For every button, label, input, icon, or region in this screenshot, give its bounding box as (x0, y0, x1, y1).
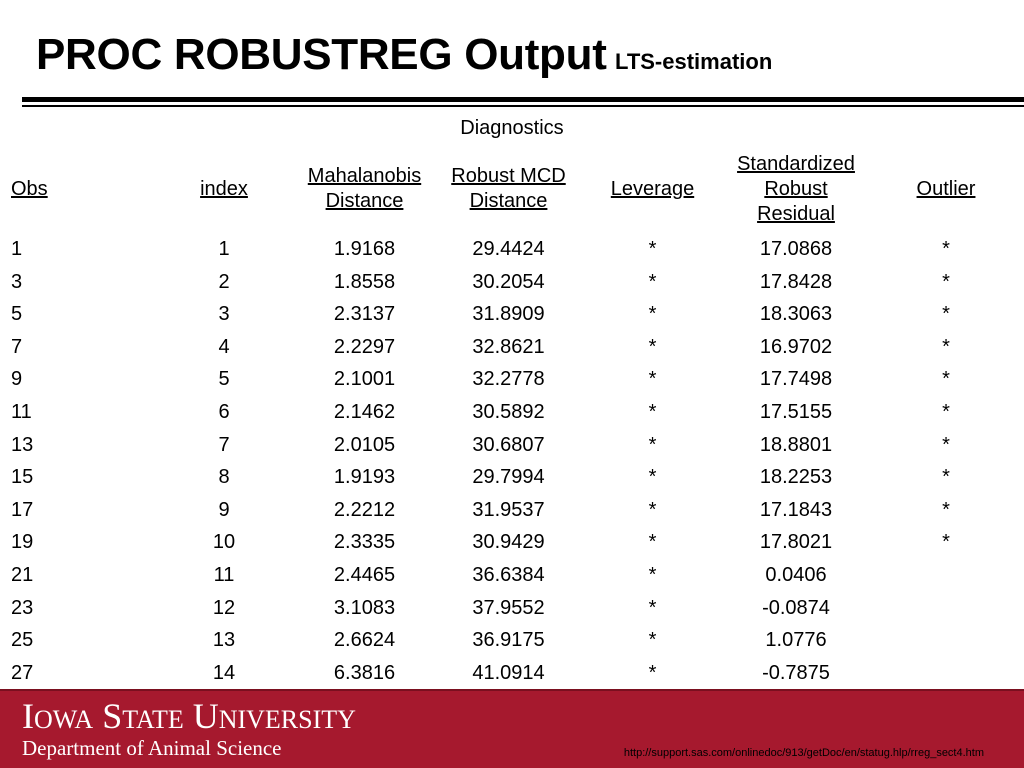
table-row (0, 266, 1024, 299)
slide-title (36, 30, 772, 80)
cell-robust-mcd-distance: 30.5892 (472, 400, 545, 423)
footer-top-rule (0, 689, 1024, 691)
cell-robust-mcd-distance: 41.0914 (472, 661, 545, 684)
cell-outlier: * (942, 303, 950, 326)
column-header-line: index (200, 177, 248, 200)
cell-index: 12 (212, 596, 236, 619)
cell-leverage: * (648, 335, 657, 358)
column-header-line: Distance (469, 190, 548, 212)
cell-obs: 15 (11, 466, 34, 489)
cell-mahalanobis-distance: 2.1462 (333, 400, 396, 423)
title-divider-thin (22, 105, 1024, 107)
university-name-initial: U (192, 696, 219, 736)
cell-index: 8 (218, 466, 230, 489)
cell-index: 10 (212, 531, 236, 554)
cell-leverage: * (648, 596, 657, 619)
cell-mahalanobis-distance: 2.6624 (333, 629, 396, 652)
cell-leverage: * (648, 303, 657, 326)
cell-index: 4 (218, 335, 230, 358)
university-name-initial: I (22, 696, 34, 736)
cell-outlier: * (942, 531, 950, 554)
cell-robust-mcd-distance: 32.2778 (472, 368, 545, 391)
cell-standardized-robust-residual: 17.7498 (759, 368, 833, 391)
cell-index: 7 (218, 433, 230, 456)
cell-obs: 25 (11, 629, 34, 652)
cell-standardized-robust-residual: 17.8021 (759, 531, 833, 554)
column-header-line: Mahalanobis (307, 165, 422, 187)
cell-mahalanobis-distance: 2.4465 (333, 563, 396, 586)
cell-robust-mcd-distance: 31.9537 (472, 498, 545, 521)
cell-robust-mcd-distance: 37.9552 (472, 596, 545, 619)
cell-index: 6 (218, 400, 230, 423)
cell-obs: 21 (11, 563, 34, 586)
column-header-outlier (868, 145, 1024, 233)
cell-obs: 3 (11, 270, 23, 293)
table-row (0, 396, 1024, 429)
table-row (0, 657, 1024, 690)
table-row (0, 363, 1024, 396)
cell-outlier: * (942, 368, 950, 391)
column-header-line: Obs (11, 177, 48, 200)
cell-obs: 27 (11, 661, 34, 684)
column-header-obs (0, 145, 155, 233)
cell-mahalanobis-distance: 2.1001 (333, 368, 396, 391)
column-header-index (155, 145, 293, 233)
header-row (0, 145, 1024, 233)
cell-obs: 13 (11, 433, 34, 456)
cell-obs: 23 (11, 596, 34, 619)
cell-standardized-robust-residual: 16.9702 (759, 335, 833, 358)
column-header-robust-mcd-distance (436, 145, 581, 233)
cell-mahalanobis-distance: 3.1083 (333, 596, 396, 619)
table-row (0, 298, 1024, 331)
cell-leverage: * (648, 531, 657, 554)
cell-leverage: * (648, 433, 657, 456)
title-subtitle: LTS-estimation (615, 49, 773, 74)
cell-obs: 7 (11, 335, 23, 358)
cell-robust-mcd-distance: 36.9175 (472, 629, 545, 652)
cell-outlier: * (942, 433, 950, 456)
cell-outlier: * (942, 400, 950, 423)
cell-standardized-robust-residual: 17.0868 (759, 238, 833, 260)
cell-outlier (868, 559, 1024, 592)
table-row (0, 429, 1024, 462)
cell-index: 3 (218, 303, 230, 326)
column-header-line: Leverage (610, 177, 695, 200)
source-url: http://support.sas.com/onlinedoc/913/getDoc/en/statug.hlp/rreg_sect4.htm (623, 747, 984, 759)
cell-mahalanobis-distance: 2.2297 (333, 335, 396, 358)
cell-leverage: * (648, 368, 657, 391)
cell-standardized-robust-residual: 18.8801 (759, 433, 833, 456)
cell-index: 9 (218, 498, 230, 521)
cell-standardized-robust-residual: 0.0406 (765, 563, 827, 586)
cell-index: 13 (212, 629, 236, 652)
cell-outlier: * (942, 498, 950, 521)
cell-index: 14 (212, 661, 236, 684)
cell-standardized-robust-residual: 18.2253 (759, 466, 833, 489)
footer-bar (0, 689, 1024, 768)
table-row (0, 592, 1024, 625)
cell-standardized-robust-residual: 17.8428 (759, 270, 833, 293)
cell-obs: 1 (11, 238, 23, 260)
cell-obs: 9 (11, 368, 23, 391)
cell-index: 2 (218, 270, 230, 293)
cell-leverage: * (648, 400, 657, 423)
table-caption: Diagnostics (460, 117, 564, 139)
cell-robust-mcd-distance: 29.4424 (472, 238, 545, 260)
column-header-line: Robust (764, 177, 828, 200)
table-row (0, 559, 1024, 592)
cell-outlier: * (942, 270, 950, 293)
cell-outlier: * (942, 335, 950, 358)
cell-robust-mcd-distance: 30.6807 (472, 433, 545, 456)
cell-mahalanobis-distance: 6.3816 (333, 661, 396, 684)
title-divider-thick (22, 97, 1024, 102)
cell-index: 1 (218, 238, 230, 260)
column-header-line: Standardized (737, 152, 855, 175)
column-header-standardized-robust-residual (724, 145, 868, 233)
cell-standardized-robust-residual: 17.1843 (759, 498, 833, 521)
table-row (0, 461, 1024, 494)
university-name-rest: OWA (34, 705, 94, 734)
cell-index: 5 (218, 368, 230, 391)
cell-mahalanobis-distance: 2.3335 (333, 531, 396, 554)
cell-robust-mcd-distance: 30.9429 (472, 531, 545, 554)
cell-mahalanobis-distance: 1.9168 (333, 238, 396, 260)
cell-leverage: * (648, 629, 657, 652)
cell-outlier (868, 657, 1024, 690)
cell-leverage: * (648, 498, 657, 521)
column-header-line: Robust MCD (451, 165, 566, 187)
cell-robust-mcd-distance: 29.7994 (472, 466, 545, 489)
cell-leverage: * (648, 270, 657, 293)
cell-mahalanobis-distance: 2.0105 (333, 433, 396, 456)
table-row (0, 526, 1024, 559)
university-name (22, 696, 356, 740)
column-header-line: Residual (757, 202, 835, 225)
university-name-rest: TATE (122, 705, 184, 734)
cell-robust-mcd-distance: 31.8909 (472, 303, 545, 326)
cell-leverage: * (648, 466, 657, 489)
column-header-leverage (581, 145, 724, 233)
title-main: PROC ROBUSTREG Output (36, 30, 607, 79)
cell-outlier (868, 624, 1024, 657)
cell-mahalanobis-distance: 2.3137 (333, 303, 396, 326)
cell-standardized-robust-residual: -0.7875 (762, 661, 830, 684)
table-header (0, 145, 1024, 233)
cell-standardized-robust-residual: 18.3063 (759, 303, 833, 326)
cell-mahalanobis-distance: 1.9193 (333, 466, 396, 489)
cell-obs: 19 (11, 531, 34, 554)
university-name-initial: S (102, 696, 123, 736)
cell-index: 11 (213, 563, 235, 586)
table-body (0, 233, 1024, 689)
cell-outlier: * (942, 238, 950, 260)
cell-leverage: * (648, 661, 657, 684)
table-row (0, 494, 1024, 527)
cell-leverage: * (648, 563, 657, 586)
cell-standardized-robust-residual: 17.5155 (759, 400, 833, 423)
table-row (0, 624, 1024, 657)
cell-outlier (868, 592, 1024, 625)
cell-mahalanobis-distance: 1.8558 (333, 270, 396, 293)
cell-robust-mcd-distance: 36.6384 (472, 563, 545, 586)
department-name: Department of Animal Science (22, 736, 282, 760)
column-header-line: Outlier (916, 177, 976, 200)
university-name-rest: NIVERSITY (218, 705, 356, 734)
cell-obs: 17 (11, 498, 34, 521)
cell-standardized-robust-residual: -0.0874 (762, 596, 830, 619)
table-row (0, 233, 1024, 266)
cell-obs: 11 (11, 400, 32, 423)
cell-obs: 5 (11, 303, 23, 326)
cell-mahalanobis-distance: 2.2212 (333, 498, 396, 521)
cell-standardized-robust-residual: 1.0776 (765, 629, 827, 652)
cell-robust-mcd-distance: 30.2054 (472, 270, 545, 293)
cell-robust-mcd-distance: 32.8621 (472, 335, 545, 358)
cell-outlier: * (942, 466, 950, 489)
column-header-mahalanobis-distance (293, 145, 436, 233)
column-header-line: Distance (325, 190, 404, 212)
diagnostics-table (0, 145, 1024, 689)
cell-leverage: * (648, 238, 657, 260)
table-row (0, 331, 1024, 364)
